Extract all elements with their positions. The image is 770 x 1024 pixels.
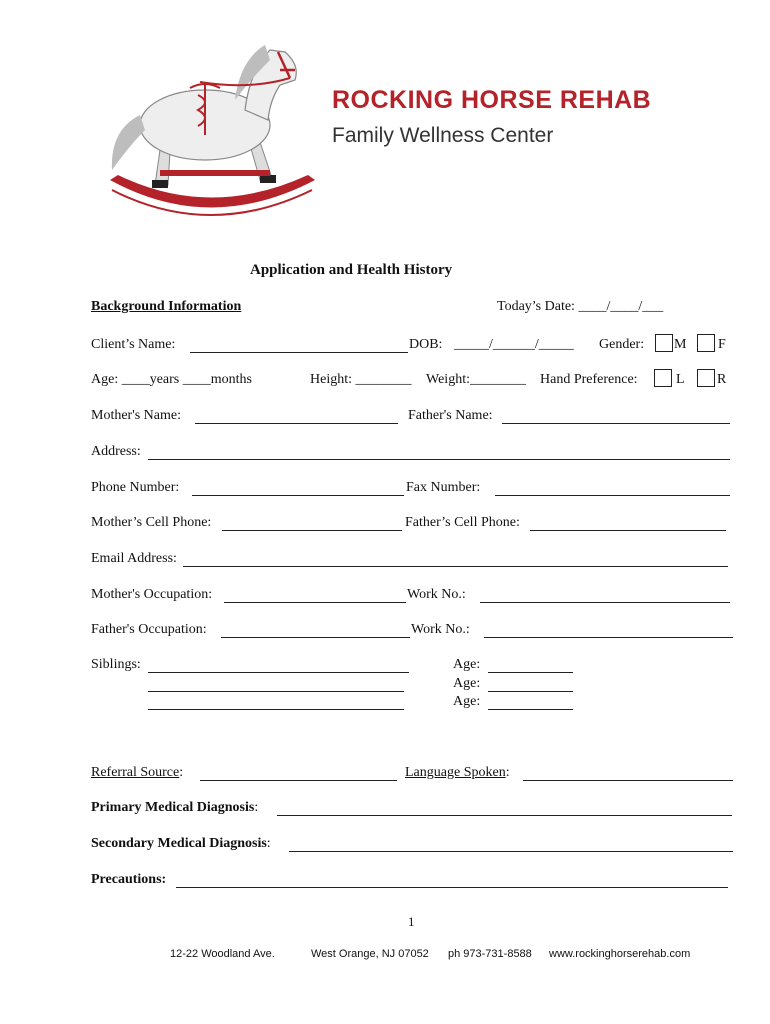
address-label: Address: [91,444,141,459]
mothers-name-field[interactable] [195,423,398,424]
father-cell-field[interactable] [530,530,726,531]
hand-r-checkbox[interactable] [697,369,715,387]
hand-preference-label: Hand Preference: [540,372,638,387]
mother-work-no-label: Work No.: [407,587,466,602]
footer-city: West Orange, NJ 07052 [311,948,429,960]
primary-dx-label: Primary Medical Diagnosis [91,800,255,815]
fathers-name-field[interactable] [502,423,730,424]
rocking-horse-logo [100,30,330,230]
father-occupation-label: Father's Occupation: [91,622,207,637]
mother-cell-field[interactable] [222,530,402,531]
father-work-no-label: Work No.: [411,622,470,637]
sibling-2-age-label: Age: [453,676,481,691]
email-field[interactable] [183,566,728,567]
height-field[interactable]: Height: ________ [310,372,412,387]
primary-dx-label-row: Primary Medical Diagnosis: [91,800,259,815]
hand-l-checkbox[interactable] [654,369,672,387]
footer-address: 12-22 Woodland Ave. [170,948,275,960]
weight-field[interactable]: Weight:________ [426,372,526,387]
gender-m-label: M [674,337,687,352]
hand-r-label: R [717,372,727,387]
fathers-name-label: Father's Name: [408,408,493,423]
footer-website[interactable]: www.rockinghorserehab.com [549,948,691,960]
dob-label: DOB: [409,337,443,352]
org-subtitle: Family Wellness Center [332,124,554,147]
form-title: Application and Health History [250,262,453,278]
footer-phone: ph 973-731-8588 [448,948,532,960]
precautions-label: Precautions: [91,872,167,887]
language-label-row: Language Spoken: [405,765,510,780]
mothers-name-label: Mother's Name: [91,408,182,423]
mother-work-no-field[interactable] [480,602,730,603]
address-field[interactable] [148,459,730,460]
sibling-1-age-field[interactable] [488,672,573,673]
mother-cell-label: Mother’s Cell Phone: [91,515,212,530]
siblings-label: Siblings: [91,657,141,672]
sibling-2-field[interactable] [148,691,404,692]
sibling-1-field[interactable] [148,672,409,673]
sibling-2-age-field[interactable] [488,691,573,692]
gender-m-checkbox[interactable] [655,334,673,352]
section-background-heading: Background Information [91,299,242,314]
gender-f-label: F [718,337,726,352]
father-occupation-field[interactable] [221,637,410,638]
language-field[interactable] [523,780,733,781]
todays-date-field[interactable]: Today’s Date: ____/____/___ [497,299,664,314]
sibling-3-age-field[interactable] [488,709,573,710]
page-number: 1 [408,914,415,929]
primary-dx-field[interactable] [277,815,732,816]
secondary-dx-field[interactable] [289,851,733,852]
sibling-3-field[interactable] [148,709,404,710]
referral-field[interactable] [200,780,397,781]
fax-field[interactable] [495,495,730,496]
clients-name-field[interactable] [190,352,408,353]
mother-occupation-field[interactable] [224,602,406,603]
referral-label: Referral Source [91,765,180,780]
clients-name-label: Client’s Name: [91,337,176,352]
referral-label-row: Referral Source: [91,765,184,780]
precautions-field[interactable] [176,887,728,888]
age-field[interactable]: Age: ____years ____months [91,372,252,387]
sibling-3-age-label: Age: [453,694,481,709]
org-name: ROCKING HORSE REHAB [332,86,652,114]
fax-label: Fax Number: [406,480,481,495]
email-label: Email Address: [91,551,177,566]
hand-l-label: L [676,372,685,387]
sibling-1-age-label: Age: [453,657,481,672]
gender-label: Gender: [599,337,645,352]
mother-occupation-label: Mother's Occupation: [91,587,213,602]
father-cell-label: Father’s Cell Phone: [405,515,520,530]
secondary-dx-label: Secondary Medical Diagnosis [91,836,267,851]
phone-field[interactable] [192,495,404,496]
gender-f-checkbox[interactable] [697,334,715,352]
secondary-dx-label-row: Secondary Medical Diagnosis: [91,836,271,851]
phone-label: Phone Number: [91,480,180,495]
language-label: Language Spoken [405,765,506,780]
dob-field[interactable]: _____/______/_____ [454,337,574,352]
father-work-no-field[interactable] [484,637,733,638]
